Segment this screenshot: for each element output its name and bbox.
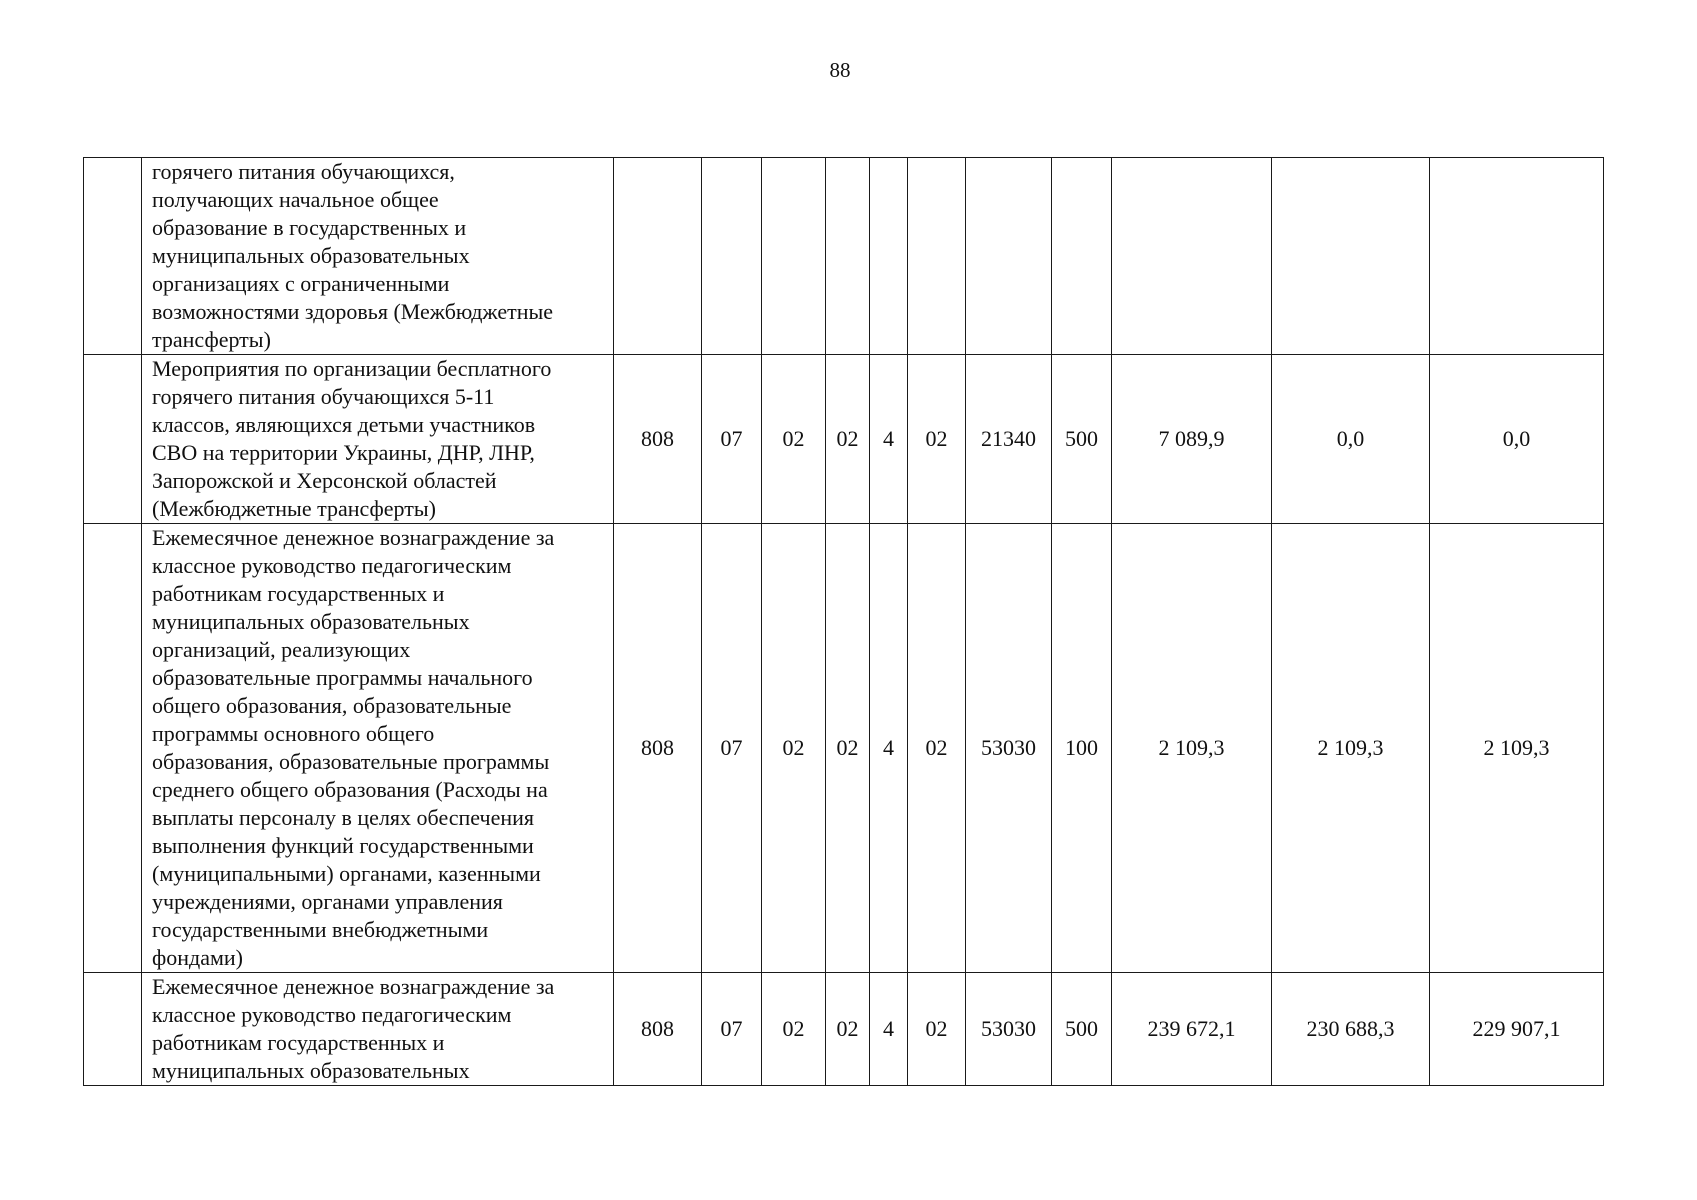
direction-code-cell: 53030 — [966, 524, 1052, 973]
description-line: работникам государственных и — [152, 1030, 445, 1055]
section-code-cell: 07 — [702, 355, 762, 524]
description-line: выполнения функций государственными — [152, 833, 534, 858]
program-code-cell: 02 — [826, 524, 870, 973]
description-line: СВО на территории Украины, ДНР, ЛНР, — [152, 440, 535, 465]
grbs-code-cell — [614, 158, 702, 355]
amount-year-1-cell — [1112, 158, 1272, 355]
description-line: горячего питания обучающихся 5-11 — [152, 384, 495, 409]
section-code-cell: 07 — [702, 973, 762, 1086]
subsection-code-cell: 02 — [762, 973, 826, 1086]
section-code-cell: 07 — [702, 524, 762, 973]
description-line: образование в государственных и — [152, 215, 467, 240]
description-line: организациях с ограниченными — [152, 271, 450, 296]
amount-year-3-cell: 0,0 — [1430, 355, 1604, 524]
description-line: образовательные программы начального — [152, 665, 533, 690]
description-line: общего образования, образовательные — [152, 693, 512, 718]
subsection-code-cell: 02 — [762, 524, 826, 973]
table-row — [84, 524, 1604, 973]
amount-year-2-cell: 230 688,3 — [1272, 973, 1430, 1086]
description-line: учреждениями, органами управления — [152, 889, 503, 914]
task-code-cell: 02 — [908, 355, 966, 524]
direction-code-cell — [966, 158, 1052, 355]
subsection-code-cell: 02 — [762, 355, 826, 524]
row-index-cell — [84, 973, 142, 1086]
subsection-code-cell — [762, 158, 826, 355]
row-description — [142, 355, 614, 524]
row-description — [142, 524, 614, 973]
amount-year-1-cell: 2 109,3 — [1112, 524, 1272, 973]
amount-year-3-cell: 229 907,1 — [1430, 973, 1604, 1086]
row-description — [142, 973, 614, 1086]
expense-type-code-cell: 500 — [1052, 355, 1112, 524]
page-number: 88 — [829, 58, 851, 82]
amount-year-1-cell: 7 089,9 — [1112, 355, 1272, 524]
description-line: трансферты) — [152, 327, 271, 352]
direction-code-cell: 21340 — [966, 355, 1052, 524]
amount-year-3-cell: 2 109,3 — [1430, 524, 1604, 973]
description-line: государственными внебюджетными — [152, 917, 489, 942]
amount-year-2-cell: 0,0 — [1272, 355, 1430, 524]
description-line: получающих начальное общее — [152, 187, 439, 212]
expense-type-code-cell: 100 — [1052, 524, 1112, 973]
description-line: организаций, реализующих — [152, 637, 411, 662]
amount-year-3-cell — [1430, 158, 1604, 355]
program-code-cell: 02 — [826, 973, 870, 1086]
description-line: (муниципальными) органами, казенными — [152, 861, 541, 886]
description-line: выплаты персоналу в целях обеспечения — [152, 805, 535, 830]
description-line: Ежемесячное денежное вознаграждение за — [152, 525, 555, 550]
amount-year-2-cell: 2 109,3 — [1272, 524, 1430, 973]
subprogram-code-cell: 4 — [870, 973, 908, 1086]
program-code-cell — [826, 158, 870, 355]
description-line: классное руководство педагогическим — [152, 553, 512, 578]
description-line: Ежемесячное денежное вознаграждение за — [152, 974, 555, 999]
grbs-code-cell: 808 — [614, 355, 702, 524]
description-line: Запорожской и Херсонской областей — [152, 468, 497, 493]
task-code-cell: 02 — [908, 524, 966, 973]
direction-code-cell: 53030 — [966, 973, 1052, 1086]
table-row — [84, 158, 1604, 355]
expense-type-code-cell — [1052, 158, 1112, 355]
budget-table — [83, 157, 1604, 1086]
task-code-cell — [908, 158, 966, 355]
description-line: классов, являющихся детьми участников — [152, 412, 536, 437]
description-line: возможностями здоровья (Межбюджетные — [152, 299, 554, 324]
description-line: муниципальных образовательных — [152, 243, 470, 268]
expense-type-code-cell: 500 — [1052, 973, 1112, 1086]
description-line: горячего питания обучающихся, — [152, 159, 455, 184]
description-line: (Межбюджетные трансферты) — [152, 496, 436, 521]
grbs-code-cell: 808 — [614, 524, 702, 973]
row-description — [142, 158, 614, 355]
section-code-cell — [702, 158, 762, 355]
program-code-cell: 02 — [826, 355, 870, 524]
description-line: муниципальных образовательных — [152, 609, 470, 634]
table-row — [84, 973, 1604, 1086]
description-line: классное руководство педагогическим — [152, 1002, 512, 1027]
row-index-cell — [84, 355, 142, 524]
description-line: программы основного общего — [152, 721, 435, 746]
row-index-cell — [84, 158, 142, 355]
task-code-cell: 02 — [908, 973, 966, 1086]
description-line: работникам государственных и — [152, 581, 445, 606]
grbs-code-cell: 808 — [614, 973, 702, 1086]
description-line: муниципальных образовательных — [152, 1058, 470, 1083]
description-line: образования, образовательные программы — [152, 749, 550, 774]
subprogram-code-cell — [870, 158, 908, 355]
subprogram-code-cell: 4 — [870, 524, 908, 973]
amount-year-1-cell: 239 672,1 — [1112, 973, 1272, 1086]
row-index-cell — [84, 524, 142, 973]
description-line: Мероприятия по организации бесплатного — [152, 356, 552, 381]
table-row — [84, 355, 1604, 524]
description-line: фондами) — [152, 945, 244, 970]
subprogram-code-cell: 4 — [870, 355, 908, 524]
description-line: среднего общего образования (Расходы на — [152, 777, 548, 802]
amount-year-2-cell — [1272, 158, 1430, 355]
